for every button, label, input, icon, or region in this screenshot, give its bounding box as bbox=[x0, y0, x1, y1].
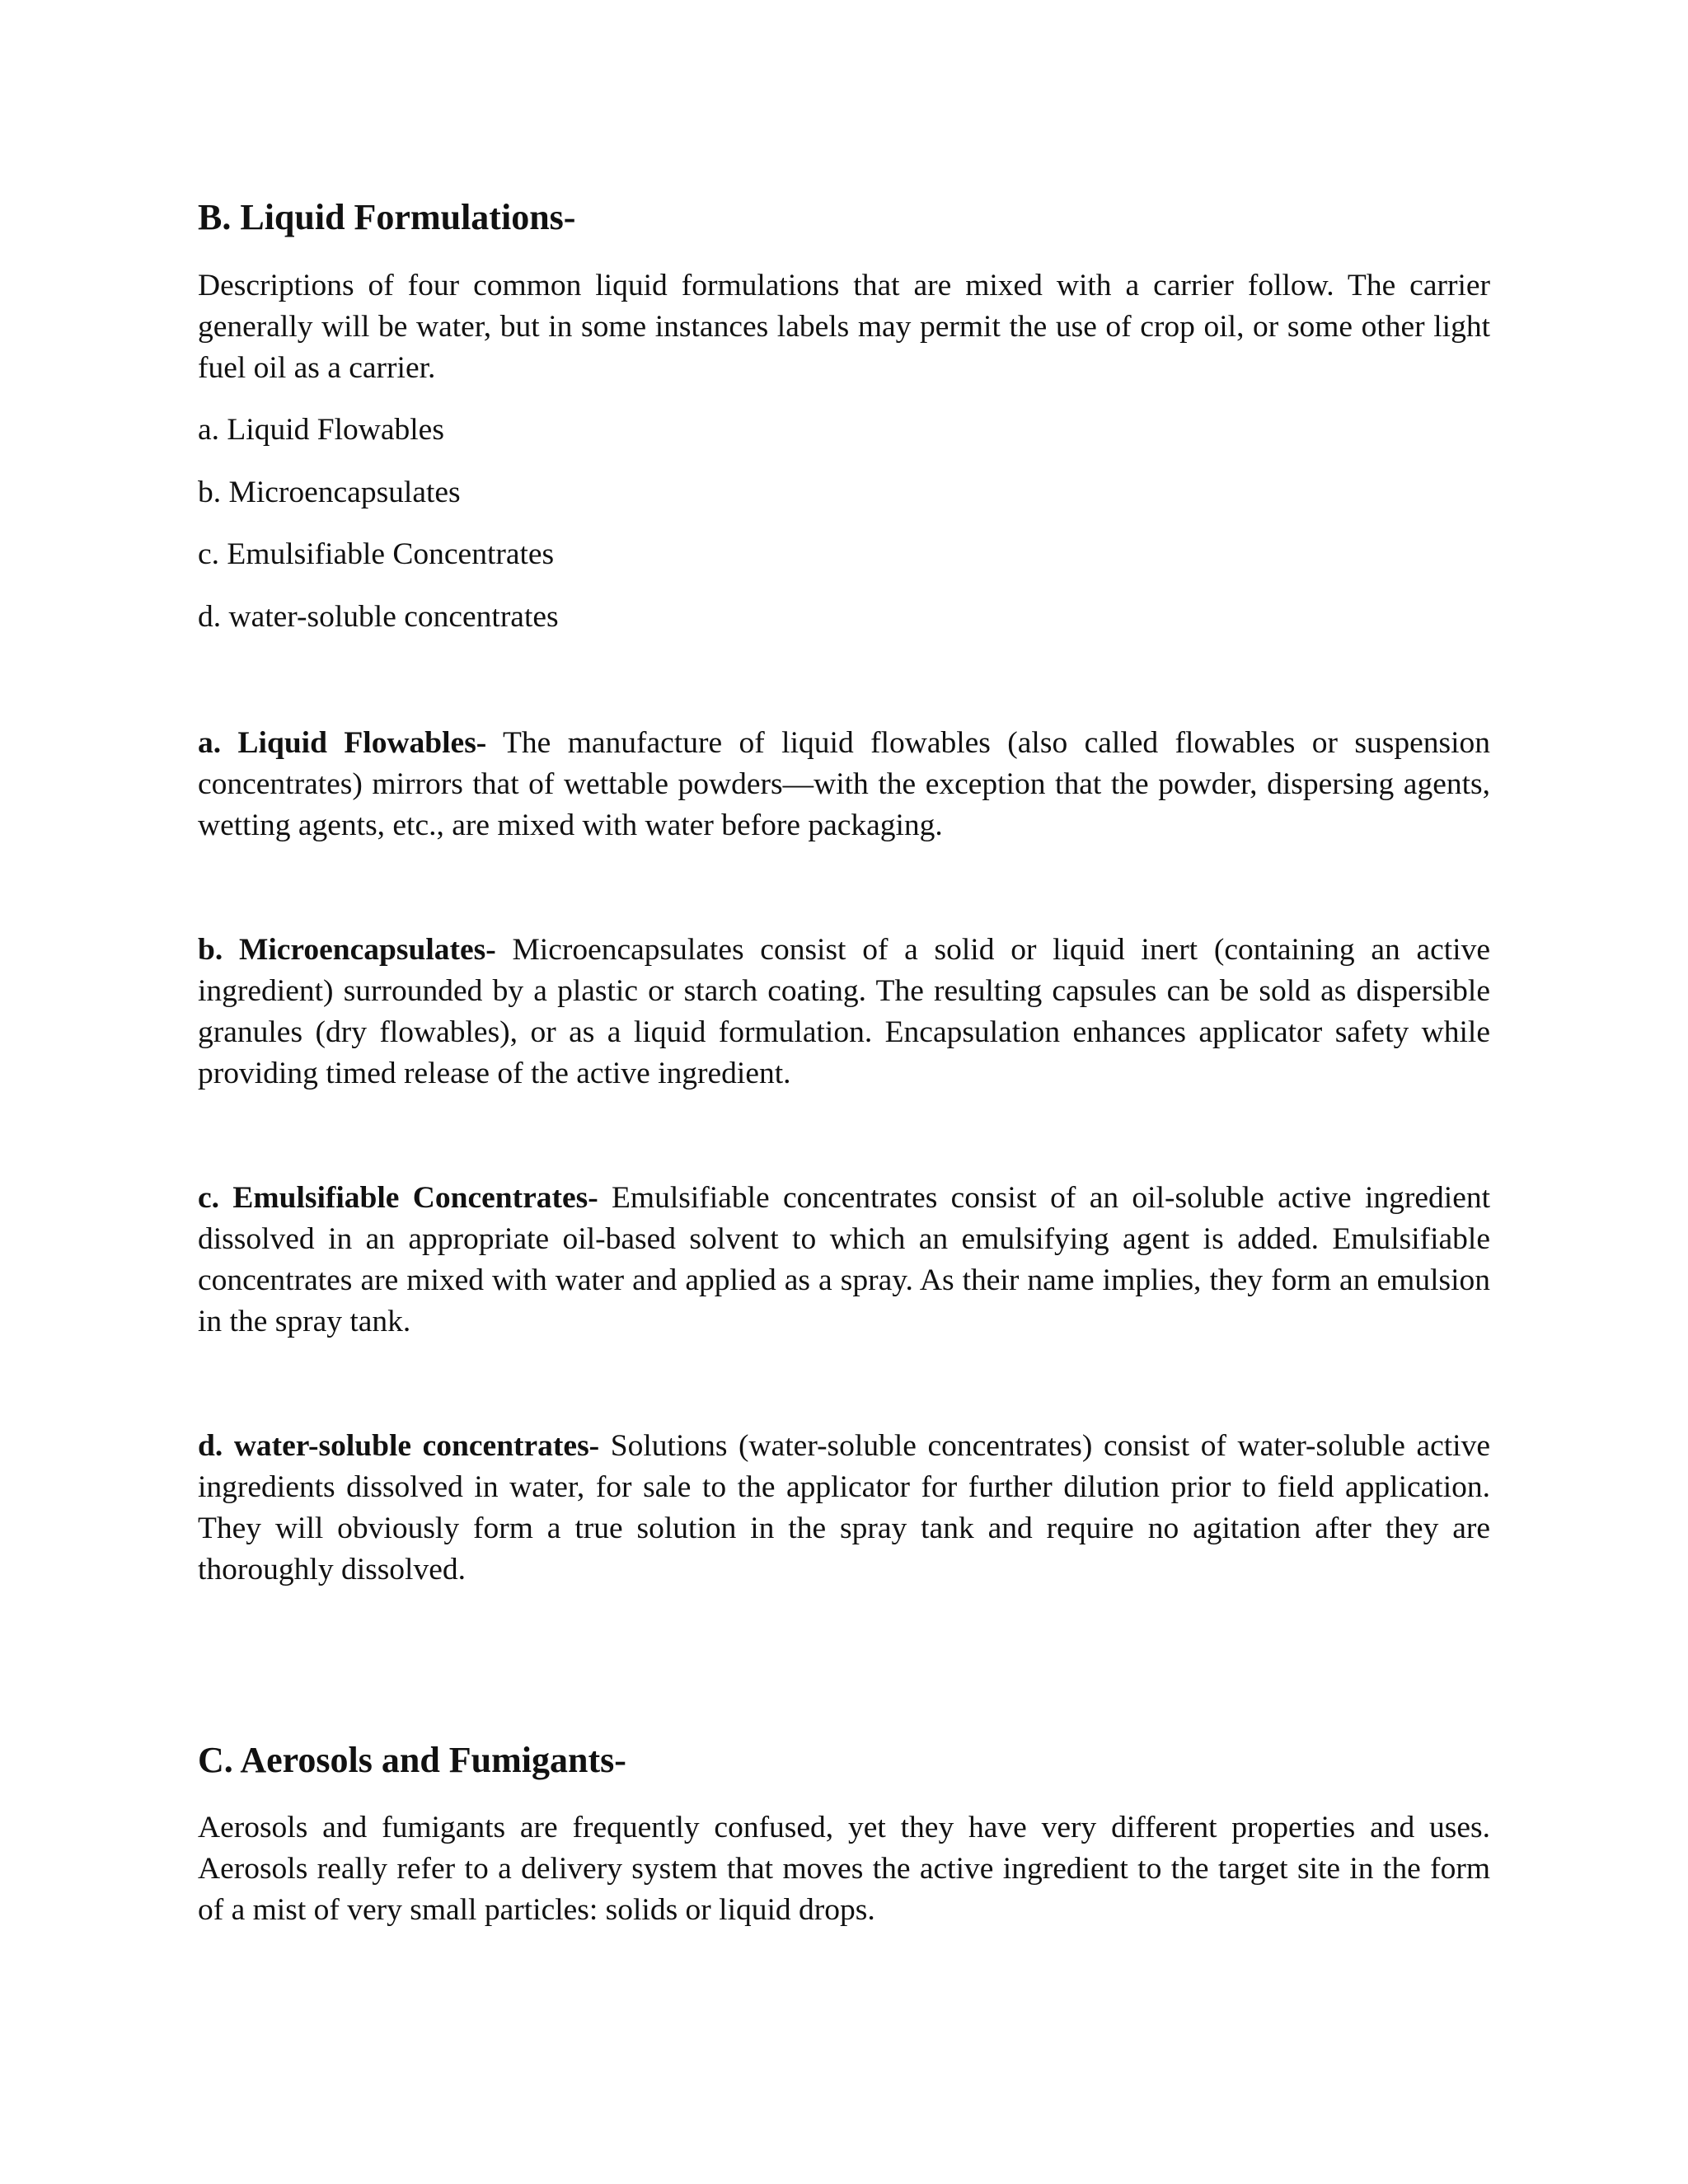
section-b-intro: Descriptions of four common liquid formulations that are mixed with a carrier follow. The carrier generally will be water, but in some instances labels may permit the use of crop oil, or some other light fuel oil as a carrier. bbox=[198, 269, 1490, 385]
paragraph-body: Microencapsulates consist of a solid or liquid inert (containing an active ingredient) surrounded by a plastic or starch coating. The resulting capsules can be sold as dispersible granules (dry flowables), or as a liquid formulation. Encapsulation enhances applicator safety while providing timed release of the active ingredient. bbox=[198, 933, 1490, 1090]
list-item-microencapsulates: b. Microencapsulates bbox=[198, 476, 461, 509]
paragraph-emulsifiable-concentrates bbox=[198, 1178, 1490, 1343]
paragraph-body: Emulsifiable concentrates consist of an oil-soluble active ingredient dissolved in an appropriate oil-based solvent to which an emulsifying agent is added. Emulsifiable concentrates are mixed with water and applied as a spray. As their name implies, they form an emulsion in the spray tank. bbox=[198, 1181, 1491, 1338]
paragraph-lead: d. water-soluble concentrates- bbox=[198, 1429, 600, 1463]
paragraph-lead: b. Microencapsulates- bbox=[198, 933, 496, 967]
paragraph-lead: c. Emulsifiable Concentrates- bbox=[198, 1181, 598, 1215]
section-b-heading: B. Liquid Formulations- bbox=[198, 197, 576, 237]
list-item-water-soluble-concentrates: d. water-soluble concentrates bbox=[198, 600, 559, 634]
list-item-liquid-flowables: a. Liquid Flowables bbox=[198, 413, 444, 447]
section-c-heading: C. Aerosols and Fumigants- bbox=[198, 1740, 626, 1780]
paragraph-lead: a. Liquid Flowables- bbox=[198, 726, 487, 760]
paragraph-water-soluble-concentrates bbox=[198, 1426, 1490, 1591]
paragraph-body: Solutions (water-soluble concentrates) consist of water-soluble active ingredients dissolved in water, for sale to the applicator for further dilution prior to field application. They will obviously form a true solution in the spray tank and require no agitation after they are thoroughly dissolved. bbox=[198, 1429, 1490, 1586]
paragraph-liquid-flowables bbox=[198, 723, 1490, 846]
list-item-emulsifiable-concentrates: c. Emulsifiable Concentrates bbox=[198, 537, 555, 571]
paragraph-body: The manufacture of liquid flowables (also called flowables or suspension concentrates) mirrors that of wettable powders—with the exception that the powder, dispersing agents, wetting agents, etc., are mixed with water before packaging. bbox=[198, 726, 1490, 842]
paragraph-microencapsulates bbox=[198, 930, 1490, 1094]
section-c-intro: Aerosols and fumigants are frequently confused, yet they have very different properties and uses. Aerosols really refer to a delivery system that moves the active ingredient to the target site in the form of a mist of very small particles: solids or liquid drops. bbox=[198, 1811, 1490, 1927]
